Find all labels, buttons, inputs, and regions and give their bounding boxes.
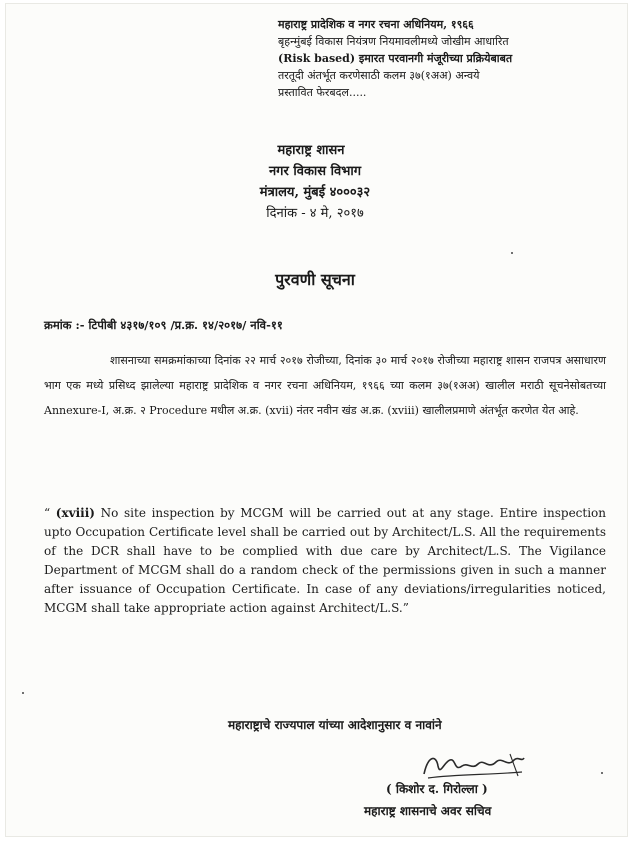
speck	[22, 692, 24, 694]
subject-line: प्रस्तावित फेरबदल.....	[278, 86, 367, 99]
department-name: नगर विकास विभाग	[268, 164, 362, 179]
quote-open: “	[44, 506, 56, 520]
subject-line: बृहन्मुंबई विकास नियंत्रण नियमावलीमध्ये जोखीम आधारित	[278, 35, 509, 48]
handwritten-signature	[418, 748, 530, 784]
signatory-name: ( किशोर द. गिरोल्ला )	[386, 782, 488, 796]
subject-line: तरतूदी अंतर्भूत करणेसाठी कलम ३७(१अअ) अन्वये	[278, 69, 480, 82]
signatory-designation: महाराष्ट्र शासनाचे अवर सचिव	[364, 804, 492, 818]
body-text: शासनाच्या समक्रमांकाच्या दिनांक २२ मार्च २०१७ रोजीच्या, दिनांक ३० मार्च २०१७ रोजीच्या महाराष्ट्र शासन राजपत्र असाधारण भाग एक मध्ये प्रसिध्द झालेल्या महाराष्ट्र प्रादेशिक व नगर रचना अधिनियम, १९६६ च्या कलम ३७(१अअ) खालील मराठी सूचनेसोबतच्या Annexure-I, अ.क्र. २ Procedure मधील अ.क्र. (xvii) नंतर नवीन खंड अ.क्र. (xviii) खालीलप्रमाणे अंतर्भूत करणेत येत आहे.	[44, 354, 606, 417]
government-name: महाराष्ट्र शासन	[277, 143, 345, 158]
body-paragraph	[44, 348, 606, 423]
clause-text: No site inspection by MCGM will be carried out at any stage. Entire inspection upto Occupation Certificate level shall be carried out by Architect/L.S. All the requirements of the DCR shall have to be complied with due care by Architect/L.S. The Vigilance Department of MCGM shall do a random check of the permissions given in such a manner after issuance of Occupation Certificate. In case of any deviations/irregularities noticed, MCGM shall take appropriate action against Architect/L.S.”	[44, 506, 606, 615]
notice-title: पुरवणी सूचना	[275, 270, 355, 289]
speck	[601, 772, 603, 774]
speck	[511, 252, 513, 254]
subject-line: (Risk based) इमारत परवानगी मंजूरीच्या प्रक्रियेबाबत	[278, 52, 513, 65]
address: मंत्रालय, मुंबई ४०००३२	[259, 185, 371, 200]
clause-label: (xviii)	[55, 506, 95, 520]
inserted-clause	[44, 504, 606, 618]
governor-order: महाराष्ट्राचे राज्यपाल यांच्या आदेशानुसार व नावांने	[228, 718, 442, 732]
issue-date: दिनांक - ४ मे, २०१७	[266, 206, 364, 221]
issuer-block	[200, 140, 430, 224]
subject-line: महाराष्ट्र प्रादेशिक व नगर रचना अधिनियम, १९६६	[278, 18, 474, 31]
order-number: क्रमांक :- टिपीबी ४३१७/१०९ /प्र.क्र. १४/२०१७/ नवि-११	[44, 318, 283, 332]
subject-block	[278, 16, 608, 101]
